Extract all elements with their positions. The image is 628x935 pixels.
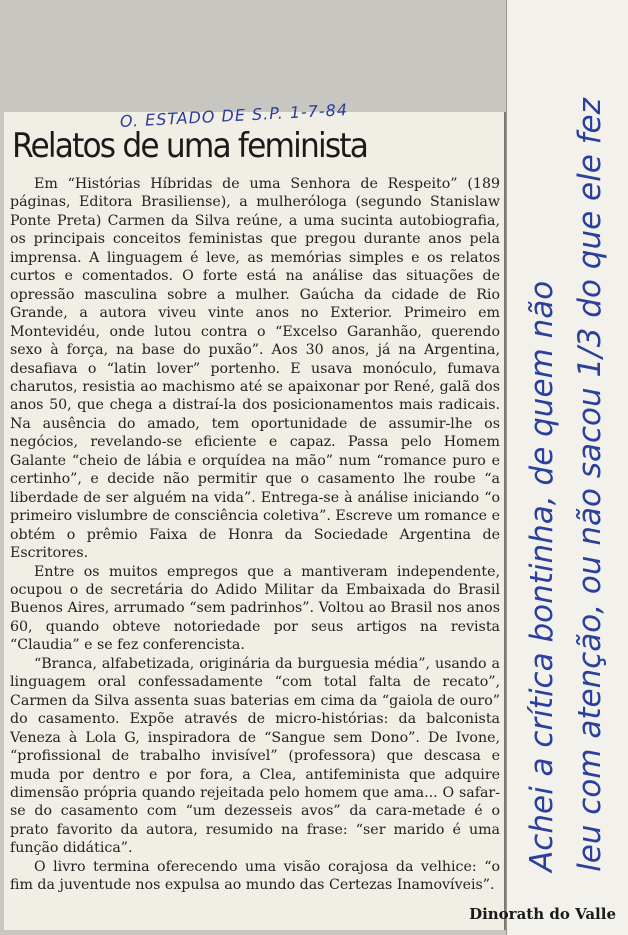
article-paragraph: Entre os muitos empregos que a mantiveram independente, ocupou o de secretária do Adido Militar da Embaixada do Brasil Buenos Aires, arrumado “sem padrinhos”. Voltou ao Brasil nos anos 60, quando obteve notoriedade por seus artigos na revista “Claudia” e se fez conferencista.	[10, 563, 500, 654]
article-paragraph: O livro termina oferecendo uma visão corajosa da velhice: “o fim da juventude nos expulsa ao mundo das Certezas Inamovíveis”.	[10, 858, 500, 894]
article-body	[10, 175, 500, 895]
article-headline: Relatos de uma feminista	[12, 126, 368, 166]
margin-note-line: Achei a crítica bontinha, de quem não	[524, 280, 560, 872]
margin-note-line: leu com atenção, ou não sacou 1/3 do que ele fez	[572, 98, 608, 872]
handwritten-source-note: O. ESTADO DE S.P. 1-7-84	[119, 100, 349, 131]
article-byline: Dinorath do Valle	[469, 905, 616, 923]
margin-note-text	[518, 98, 614, 872]
article-paragraph: Em “Histórias Híbridas de uma Senhora de Respeito” (189 páginas, Editora Brasiliense), a mulheróloga (segundo Stanislaw Ponte Preta) Carmen da Silva reúne, a uma sucinta autobiografia, os principais conceitos feministas que pregou durante anos pela imprensa. A linguagem é leve, as memórias simples e os relatos curtos e comentados. O forte está na análise das situações de opressão masculina sobre a mulher. Gaúcha da cidade de Rio Grande, a autora viveu vinte anos no Exterior. Primeiro em Montevidéu, onde lutou contra o “Excelso Garanhão, querendo sexo à força, na base do puxão”. Aos 30 anos, já na Argentina, desafiava o “latin lover” portenho. E usava monóculo, fumava charutos, resistia ao machismo até se apaixonar por René, galã dos anos 50, que chega a distraí-la dos posicionamentos mais radicais. Na ausência do amado, tem oportunidade de assumir-lhe os negócios, revelando-se eficiente e capaz. Passa pelo Homem Galante “cheio de lábia e orquídea na mão” num “romance puro e certinho”, e decide não permitir que o casamento lhe roube “a liberdade de ser alguém na vida”. Entrega-se à análise iniciando “o primeiro vislumbre de consciência coletiva”. Escreve um romance e obtém o prêmio Faixa de Honra da Sociedade Argentina de Escritores.	[10, 176, 500, 562]
article-paragraph: “Branca, alfabetizada, originária da burguesia média”, usando a linguagem oral confessadamente “com total falta de recato”, Carmen da Silva assenta suas baterias em cima da “gaiola de ouro” do casamento. Expõe através de micro-histórias: da balconista Veneza à Lola G, inspiradora de “Sangue sem Dono”. De Ivone, “profissional de trabalho invisível” (professora) que descasa e muda por dentro e por fora, a Clea, antifeminista que adquire dimensão própria quando rejeitada pelo homem que ama... O safar-se do casamento com “um dezesseis avos” da cara-metade é o prato favorito da autora, resumido na frase: “ser marido é uma função didática”.	[10, 655, 500, 857]
